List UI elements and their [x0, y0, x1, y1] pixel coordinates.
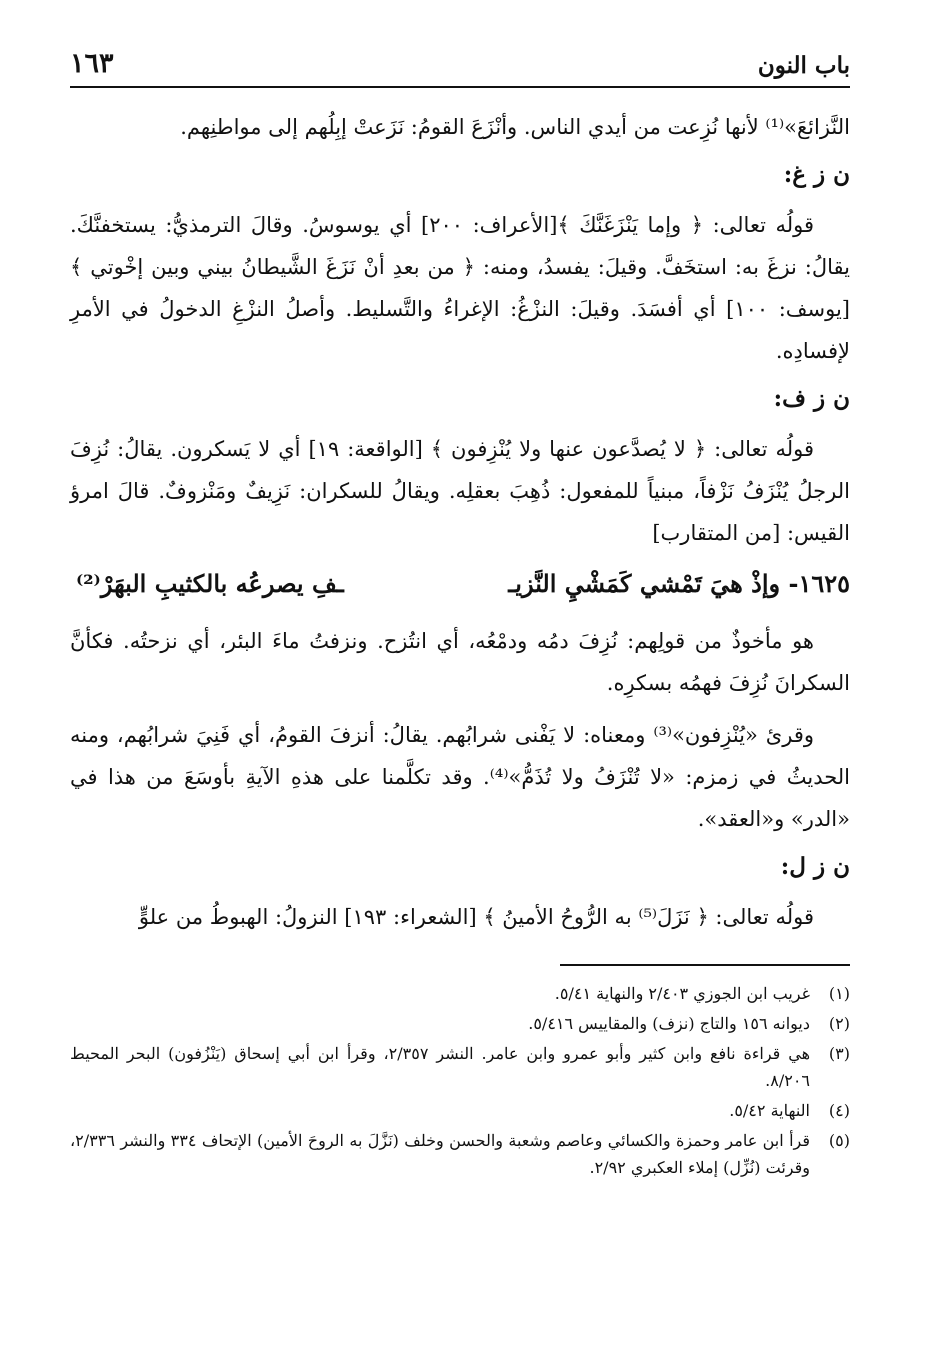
footnote-number: (٣) [828, 1044, 850, 1063]
verse-second-half: ـفِ يصرعُه بالكثيبِ البهَرْ⁽²⁾ [76, 569, 344, 598]
paragraph-6: قولُه تعالى: ﴿ نَزَلَ⁽⁵⁾ به الرُّوحُ الأمينُ ﴾ [الشعراء: ١٩٣] النزولُ: الهبوطُ من علوٍّ [138, 905, 814, 929]
paragraph-2: قولُه تعالى: ﴿ وإما يَنْزَغَنَّكَ ﴾[الأعراف: ٢٠٠] أي يوسوسُ. وقالَ الترمذيُّ: يستخفنَّكَ. يقالُ: نزغَ به: استخَفَّ. وقيلَ: يفسدُ، ومنه: ﴿ من بعدِ أنْ نَزَغَ الشَّيطانُ بيني وبين إخْوتي ﴾ [يوسف: ١٠٠] أي أفسَدَ. وقيلَ: النزْغُ: الإغراءُ والتَّسليط. وأصلُ النزْغِ الدخولُ في الأمرِ لإفسادِه. [70, 213, 850, 363]
verse-first-half: ١٦٢٥- وإذْ هيَ تَمْشي كَمَشْيِ النَّزيـ [508, 569, 850, 598]
paragraph-4: هو مأخوذٌ من قولِهم: نُزِفَ دمُه ودمْعُه، أي انتُزح. ونزفتُ ماءَ البئر، أي نزحتُه. فكأنَّ السكرانَ نُزِفَ فهمُه بسكرِه. [70, 629, 850, 695]
paragraph-3: قولُه تعالى: ﴿ لا يُصدَّعون عنها ولا يُنْزِفون ﴾ [الواقعة: ١٩] أي لا يَسكرون. يقالُ: نُزِفَ الرجلُ يُنْزَفُ نَزْفاً، مبنياً للمفعول: ذُهِبَ بعقلِه. ويقالُ للسكران: نَزِيفٌ ومَنْزوفٌ. قالَ امرؤ القيس: [من المتقارب] [70, 437, 850, 545]
chapter-title: باب النون [757, 52, 850, 79]
footnote-text: النهاية ٥/٤٢. [729, 1101, 810, 1120]
paragraph-1: النَّزائعَ»⁽¹⁾ لأنها نُزِعت من أيدي الناس. وأنْزَعَ القومُ: نَزَعتْ إبِلُهم إلى مواطنِهم. [180, 115, 850, 139]
root-heading-nzgh: ن ز غ: [783, 161, 850, 188]
running-header [70, 40, 850, 88]
footnote [70, 1010, 850, 1037]
footnote-number: (٤) [828, 1101, 850, 1120]
footnote-number: (٢) [828, 1014, 850, 1033]
main-text [70, 88, 850, 938]
page-number: ١٦٣ [70, 48, 114, 79]
footnotes [70, 980, 850, 1181]
footnote-text: هي قراءة نافع وابن كثير وأبو عمرو وابن عامر. النشر ٢/٣٥٧، وقرأ ابن أبي إسحاق (يَنْزُفون) البحر المحيط ٨/٢٠٦. [70, 1044, 811, 1090]
footnote [70, 1040, 850, 1094]
footnote-divider [560, 964, 850, 966]
footnote [70, 1097, 850, 1124]
root-heading-nzl: ن ز ل: [780, 853, 850, 880]
footnote-text: قرأ ابن عامر وحمزة والكسائي وعاصم وشعبة والحسن وخلف (نَزَّلَ به الروحَ الأمين) الإتحاف ٣٣٤ والنشر ٢/٣٣٦، وقرئت (نُزِّل) إملاء العكبري ٢/٩٢. [70, 1131, 810, 1177]
footnote-number: (٥) [828, 1131, 850, 1150]
footnote-text: ديوانه ١٥٦ والتاج (نزف) والمقاييس ٥/٤١٦. [528, 1014, 810, 1033]
footnote-text: غريب ابن الجوزي ٢/٤٠٣ والنهاية ٥/٤١. [554, 984, 810, 1003]
poetry-verse [70, 564, 850, 604]
book-page [70, 40, 850, 1320]
footnote [70, 980, 850, 1007]
footnote [70, 1127, 850, 1181]
footnote-number: (١) [828, 984, 850, 1003]
root-heading-nzf: ن ز ف: [773, 385, 850, 412]
paragraph-5: وقرئ «يُنْزِفون»⁽³⁾ ومعناه: لا يَفْنى شرابُهم. يقالُ: أنزفَ القومُ، أي فَنِيَ شرابُهم، ومنه الحديثُ في زمزم: «لا تُنْزَفُ ولا تُذَمُّ»⁽⁴⁾. وقد تكلَّمنا على هذهِ الآيةِ بأوسَعَ من هذا في «الدر» و«العقد». [70, 723, 851, 831]
